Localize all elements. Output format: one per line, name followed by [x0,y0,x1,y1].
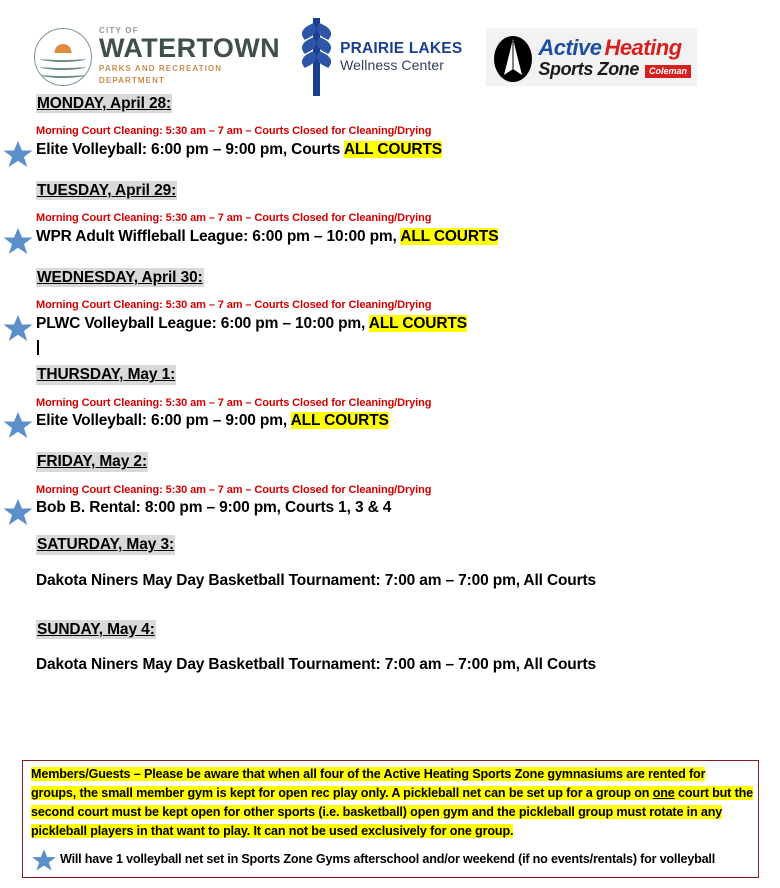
notice-part2: court but the second court must be kept open for other sports (i.e. basketball) open gym and the pickleball group must rotate in any pickleball players in that want to play. It can not be used exclusively for one group. [31,786,754,839]
day-header-monday: MONDAY, April 28: [37,95,172,112]
day-block-sunday [0,620,780,675]
star-icon [31,847,57,873]
event-text-sunday: Dakota Niners May Day Basketball Tournament: 7:00 am – 7:00 pm, All Courts [36,656,596,674]
city-seal-waves-sun-icon [34,28,92,86]
active-heating-word-heating: Heating [604,34,682,60]
notice-final-line [31,847,753,873]
event-line-monday [36,140,780,159]
star-icon [2,138,34,170]
text-cursor-caret [37,340,39,355]
event-line-sunday [36,655,780,674]
watertown-dept-line1: PARKS AND RECREATION [99,63,223,73]
watertown-dept-line2: DEPARTMENT [99,76,165,86]
event-line-wednesday [36,314,780,333]
coleman-badge: Coleman [645,65,691,78]
prairie-lakes-title: PRAIRIE LAKES [340,40,463,58]
watertown-parks-rec-logo [34,24,280,90]
day-block-friday [0,452,780,517]
event-line-tuesday [36,227,780,246]
prairie-lakes-wellness-logo [296,18,462,96]
active-heating-sports-zone-logo [486,28,697,86]
cleaning-note-monday: Morning Court Cleaning: 5:30 am – 7 am – Courts Closed for Cleaning/Drying [36,125,432,138]
day-header-saturday: SATURDAY, May 3: [37,536,175,554]
notice-emphasis-one: one [652,786,675,801]
weekly-schedule [0,92,780,675]
event-line-thursday [36,411,780,430]
active-heating-sports-zone-text: Sports Zone [538,58,639,79]
day-header-friday: FRIDAY, May 2: [37,453,148,471]
cleaning-note-tuesday: Morning Court Cleaning: 5:30 am – 7 am – Courts Closed for Cleaning/Drying [36,212,432,225]
notice-part1: Members/Guests – Please be aware that when all four of the Active Heating Sports Zone gymnasiums are rented for groups, the small member gym is kept for open rec play only. A pickleball net can be set up for a group on [31,767,706,801]
cleaning-note-friday: Morning Court Cleaning: 5:30 am – 7 am – Courts Closed for Cleaning/Drying [36,483,432,496]
cleaning-note-wednesday: Morning Court Cleaning: 5:30 am – 7 am – Courts Closed for Cleaning/Drying [36,299,432,312]
day-block-thursday [0,365,780,430]
watertown-name-text: WATERTOWN [99,32,281,63]
star-icon [2,312,34,344]
notice-paragraph [31,765,753,842]
day-block-monday [0,94,780,159]
event-text-friday: Bob B. Rental: 8:00 pm – 9:00 pm, Courts 1, 3 & 4 [36,498,392,516]
event-line-friday [36,498,780,517]
event-courts-highlight-thursday: ALL COURTS [290,411,389,429]
star-icon [2,225,34,257]
prairie-lakes-subtitle: Wellness Center [340,57,445,74]
event-courts-highlight-monday: ALL COURTS [343,140,442,158]
logo-header-bar [0,0,780,92]
notice-final-text: Will have 1 volleyball net set in Sports Zone Gyms afterschool and/or weekend (if no events/rentals) for volleyball [60,852,716,867]
day-header-tuesday: TUESDAY, April 29: [37,182,177,200]
event-text-saturday: Dakota Niners May Day Basketball Tournament: 7:00 am – 7:00 pm, All Courts [36,571,596,589]
event-courts-highlight-wednesday: ALL COURTS [368,314,467,332]
members-guests-notice-box [22,760,759,878]
event-text-wednesday: PLWC Volleyball League: 6:00 pm – 10:00 pm, [36,314,369,332]
star-icon [2,496,34,528]
day-header-sunday: SUNDAY, May 4: [37,620,155,638]
day-header-thursday: THURSDAY, May 1: [37,366,176,384]
day-block-tuesday [0,181,780,246]
cleaning-note-thursday: Morning Court Cleaning: 5:30 am – 7 am – Courts Closed for Cleaning/Drying [36,396,432,409]
active-heating-word-active: Active [538,34,602,60]
flame-arrow-icon [492,31,534,83]
star-icon [2,409,34,441]
event-line-saturday [36,571,780,590]
event-text-monday: Elite Volleyball: 6:00 pm – 9:00 pm, Courts [36,140,344,158]
day-block-saturday [0,535,780,590]
day-header-wednesday: WEDNESDAY, April 30: [37,269,203,287]
event-text-thursday: Elite Volleyball: 6:00 pm – 9:00 pm, [36,411,291,429]
event-courts-highlight-tuesday: ALL COURTS [400,227,499,245]
day-block-wednesday [0,268,780,333]
event-text-tuesday: WPR Adult Wiffleball League: 6:00 pm – 10:00 pm, [36,227,401,245]
watertown-cityof-text: CITY OF [99,25,139,35]
wheat-stalk-icon [302,18,332,96]
